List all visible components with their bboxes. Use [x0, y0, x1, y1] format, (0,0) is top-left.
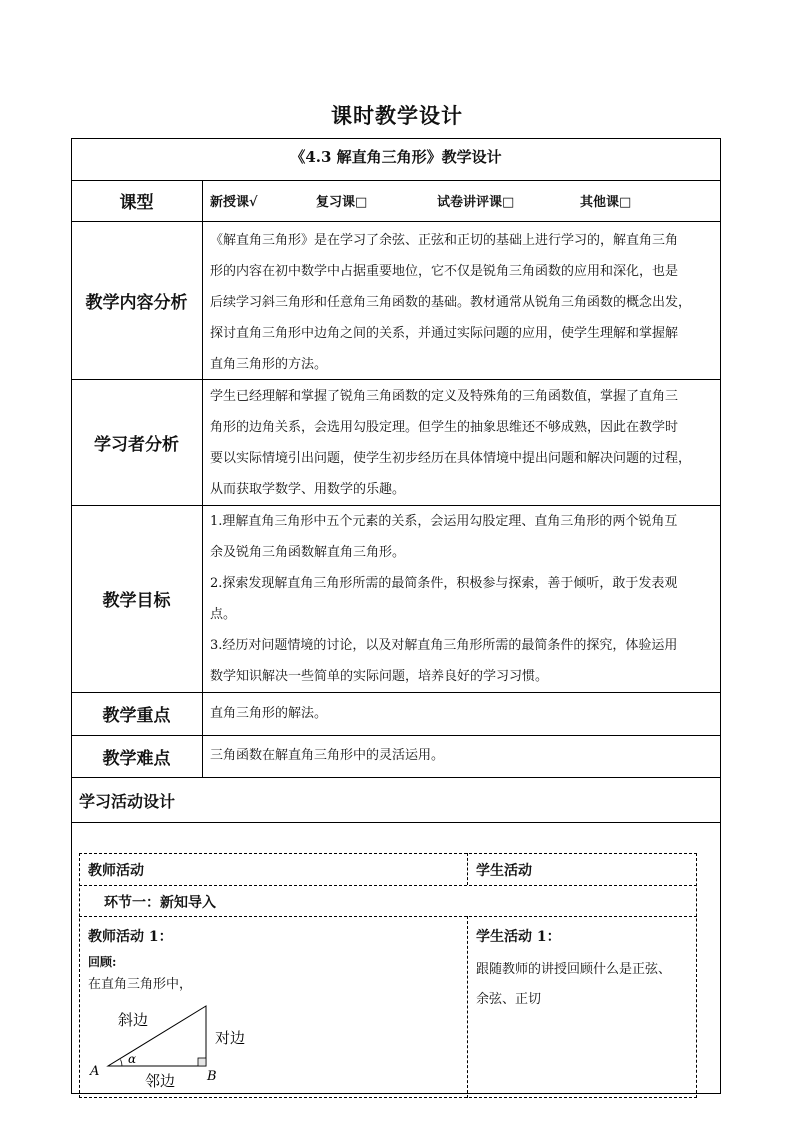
text-line: 从而获取学数学、用数学的乐趣。 — [210, 482, 406, 497]
text-line: 后续学习斜三角形和任意角三角函数的基础。教材通常从锐角三角函数的概念出发， — [210, 295, 692, 310]
row-divider — [71, 822, 721, 823]
activity-divider — [79, 885, 697, 886]
text-line: 3.经历对问题情境的讨论，以及对解直角三角形所需的最简条件的探究，体验运用 — [210, 638, 678, 653]
row-label-learner-analysis: 学习者分析 — [94, 434, 179, 455]
review-text: 在直角三角形中， — [88, 977, 193, 992]
activity-section-title: 学习活动设计 — [79, 792, 176, 811]
vertex-b-label: B — [207, 1069, 217, 1084]
lesson-type-new: 新授课√ — [210, 195, 258, 210]
text-line: 数学知识解决一些简单的实际问题，培养良好的学习习惯。 — [210, 669, 549, 684]
activity-divider — [79, 916, 697, 917]
student-activity-header: 学生活动 — [476, 863, 532, 879]
text-line: 2.探索发现解直角三角形所需的最简条件，积极参与探索，善于倾听，敢于发表观 — [210, 576, 678, 591]
opposite-label: 对边 — [215, 1029, 246, 1047]
lesson-type-other: 其他课□ — [580, 195, 632, 210]
row-label-content-analysis: 教学内容分析 — [85, 292, 188, 313]
activity-column-divider — [467, 916, 468, 1098]
review-label: 回顾: — [88, 955, 117, 969]
text-line: 余弦、正切 — [476, 992, 542, 1007]
text-line: 角形的边角关系，会选用勾股定理。但学生的抽象思维还不够成熟，因此在教学时 — [210, 420, 679, 435]
content-analysis-text — [210, 225, 715, 380]
teacher-activity-header: 教师活动 — [88, 863, 144, 879]
page-title: 课时教学设计 — [331, 103, 463, 128]
row-label-type: 课型 — [119, 193, 154, 213]
row-divider — [71, 777, 721, 778]
difficulties-text: 三角函数在解直角三角形中的灵活运用。 — [210, 748, 445, 763]
row-label-difficulties: 教学难点 — [102, 748, 171, 769]
text-line: 点。 — [210, 607, 237, 622]
right-angle-marker — [198, 1058, 206, 1066]
text-line: 余及锐角三角函数解直角三角形。 — [210, 545, 406, 560]
angle-arc — [121, 1060, 123, 1067]
teacher-activity-title: 教师活动 1： — [88, 929, 173, 945]
hypotenuse-label: 斜边 — [118, 1011, 149, 1029]
key-points-text: 直角三角形的解法。 — [210, 706, 328, 721]
lesson-type-options — [210, 191, 670, 210]
text-line: 1.理解直角三角形中五个元素的关系，会运用勾股定理、直角三角形的两个锐角互 — [210, 514, 678, 529]
text-line: 要以实际情境引出问题，使学生初步经历在具体情境中提出问题和解决问题的过程， — [210, 451, 692, 466]
right-triangle-diagram — [86, 1000, 266, 1092]
row-label-objectives: 教学目标 — [102, 591, 171, 611]
objectives-text — [210, 506, 715, 692]
activity-column-divider — [467, 853, 468, 885]
text-line: 《解直角三角形》是在学习了余弦、正弦和正切的基础上进行学习的，解直角三角 — [210, 233, 679, 248]
phase-title: 环节一：新知导入 — [104, 895, 216, 911]
text-line: 学生已经理解和掌握了锐角三角函数的定义及特殊角的三角函数值，掌握了直角三 — [210, 389, 679, 404]
vertex-a-label: A — [90, 1064, 100, 1079]
student-activity-title: 学生活动 1： — [476, 929, 561, 945]
lesson-type-exam-review: 试卷讲评课□ — [437, 195, 515, 210]
text-line: 探讨直角三角形中边角之间的关系，并通过实际问题的应用，使学生理解和掌握解 — [210, 326, 679, 341]
lesson-type-review: 复习课□ — [316, 195, 368, 210]
column-divider — [202, 180, 203, 777]
adjacent-label: 邻边 — [145, 1072, 176, 1090]
text-line: 形的内容在初中数学中占据重要地位，它不仅是锐角三角函数的应用和深化，也是 — [210, 264, 679, 279]
angle-alpha-label: α — [128, 1052, 137, 1066]
design-title: 《4.3 解直角三角形》教学设计 — [290, 148, 502, 166]
row-label-key-points: 教学重点 — [102, 706, 171, 726]
text-line: 直角三角形的方法。 — [210, 357, 328, 372]
learner-analysis-text — [210, 381, 715, 505]
student-activity-text — [476, 955, 671, 1015]
text-line: 跟随教师的讲授回顾什么是正弦、 — [476, 962, 672, 977]
